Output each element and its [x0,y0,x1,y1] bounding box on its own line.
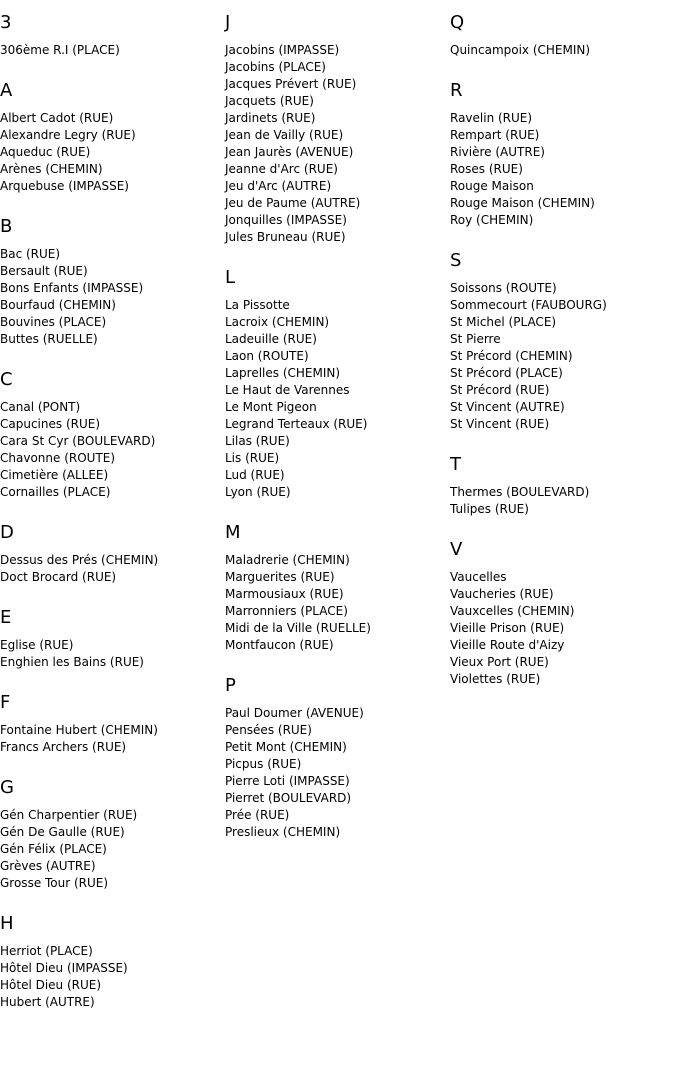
street-name: Vieux Port (RUE) [450,655,549,669]
street-name: Buttes (RUELLE) [0,332,98,346]
street-name: St Précord (PLACE) [450,366,563,380]
street-name: Francs Archers (RUE) [0,740,127,754]
street-list [450,484,670,518]
street-name: Marronniers (PLACE) [225,604,348,618]
street-list [0,722,220,756]
street-name: Gén Charpentier (RUE) [0,808,138,822]
street-name: Gén Félix (PLACE) [0,842,107,856]
street-name: Laon (ROUTE) [225,349,309,363]
street-name: Paul Doumer (AVENUE) [225,706,364,720]
street-name: Dessus des Prés (CHEMIN) [0,553,159,567]
street-name: Lud (RUE) [225,468,285,482]
letter-section [0,777,220,892]
street-list [225,552,445,654]
street-list [225,297,445,501]
letter-section [0,80,220,195]
street-name: Jeanne d'Arc (RUE) [225,162,338,176]
street-name: Lyon (RUE) [225,485,291,499]
street-name: Violettes (RUE) [450,672,541,686]
street-name: Bersault (RUE) [0,264,88,278]
street-name: Jacobins (IMPASSE) [225,43,340,57]
street-name: Rempart (RUE) [450,128,540,142]
street-name: Le Mont Pigeon [225,400,317,414]
street-name: La Pissotte [225,298,290,312]
street-list [0,943,220,1011]
street-name: Tulipes (RUE) [450,502,529,516]
street-name: St Précord (CHEMIN) [450,349,573,363]
section-letter-heading: M [225,522,241,543]
street-name: Jeu d'Arc (AUTRE) [225,179,332,193]
street-name: Maladrerie (CHEMIN) [225,553,350,567]
street-name: Arènes (CHEMIN) [0,162,103,176]
section-letter-heading: V [450,539,463,560]
letter-section [225,522,445,654]
street-name: Cara St Cyr (BOULEVARD) [0,434,156,448]
street-name: St Michel (PLACE) [450,315,557,329]
street-name: Preslieux (CHEMIN) [225,825,341,839]
letter-section [450,539,670,688]
street-index-column-1 [0,12,220,1032]
street-name: Jean Jaurès (AVENUE) [225,145,354,159]
street-list [450,280,670,433]
section-letter-heading: T [450,454,461,475]
street-name: Vaucheries (RUE) [450,587,554,601]
section-letter-heading: H [0,913,14,934]
street-name: Fontaine Hubert (CHEMIN) [0,723,158,737]
letter-section [0,369,220,501]
letter-section [0,692,220,756]
section-letter-heading: D [0,522,14,543]
street-name: Roses (RUE) [450,162,523,176]
letter-section [0,913,220,1011]
letter-section [0,12,220,59]
street-name: Alexandre Legry (RUE) [0,128,136,142]
street-list [0,637,220,671]
section-letter-heading: B [0,216,13,237]
street-list [0,552,220,586]
street-name: Canal (PONT) [0,400,81,414]
street-name: Vieille Prison (RUE) [450,621,565,635]
section-letter-heading: F [0,692,11,713]
street-name: Marguerites (RUE) [225,570,335,584]
street-name: Prée (RUE) [225,808,290,822]
letter-section [0,216,220,348]
street-name: Jeu de Paume (AUTRE) [225,196,361,210]
street-name: Vieille Route d'Aizy [450,638,565,652]
street-name: Sommecourt (FAUBOURG) [450,298,607,312]
letter-section [450,80,670,229]
street-name: Thermes (BOULEVARD) [450,485,590,499]
street-name: Doct Brocard (RUE) [0,570,117,584]
street-name: Rouge Maison (CHEMIN) [450,196,595,210]
street-name: Gén De Gaulle (RUE) [0,825,125,839]
street-list [0,807,220,892]
street-name: Bac (RUE) [0,247,61,261]
street-list [450,569,670,688]
street-name: Ladeuille (RUE) [225,332,317,346]
street-name: St Pierre [450,332,501,346]
letter-section [0,522,220,586]
letter-section [225,12,445,246]
street-name: Enghien les Bains (RUE) [0,655,144,669]
street-name: Legrand Terteaux (RUE) [225,417,368,431]
street-list [0,110,220,195]
street-name: Jacquets (RUE) [225,94,314,108]
street-name: Marmousiaux (RUE) [225,587,344,601]
section-letter-heading: Q [450,12,465,33]
street-name: Pensées (RUE) [225,723,312,737]
street-name: Jules Bruneau (RUE) [225,230,346,244]
street-name: Bouvines (PLACE) [0,315,107,329]
street-list [0,42,220,59]
street-name: Capucines (RUE) [0,417,101,431]
street-name: Hôtel Dieu (RUE) [0,978,102,992]
street-name: Bourfaud (CHEMIN) [0,298,116,312]
section-letter-heading: J [225,12,231,33]
letter-section [450,250,670,433]
street-name: Herriot (PLACE) [0,944,93,958]
street-name: Jacobins (PLACE) [225,60,326,74]
street-name: Petit Mont (CHEMIN) [225,740,347,754]
street-name: Albert Cadot (RUE) [0,111,114,125]
street-name: Lilas (RUE) [225,434,290,448]
section-letter-heading: L [225,267,236,288]
section-letter-heading: G [0,777,14,798]
letter-section [450,454,670,518]
street-name: Quincampoix (CHEMIN) [450,43,591,57]
street-name: Hôtel Dieu (IMPASSE) [0,961,128,975]
street-name: Grèves (AUTRE) [0,859,96,873]
street-name: Pierret (BOULEVARD) [225,791,352,805]
street-name: Bons Enfants (IMPASSE) [0,281,144,295]
street-name: Soissons (ROUTE) [450,281,557,295]
section-letter-heading: P [225,675,236,696]
street-list [450,110,670,229]
street-name: Grosse Tour (RUE) [0,876,109,890]
street-name: Montfaucon (RUE) [225,638,334,652]
section-letter-heading: A [0,80,13,101]
street-name: Rivière (AUTRE) [450,145,545,159]
street-name: Rouge Maison [450,179,534,193]
street-name: Laprelles (CHEMIN) [225,366,341,380]
street-index-column-3 [450,12,670,709]
street-list [450,42,670,59]
street-name: Arquebuse (IMPASSE) [0,179,129,193]
street-name: St Précord (RUE) [450,383,550,397]
street-name: Vaucelles [450,570,507,584]
street-name: Jardinets (RUE) [225,111,316,125]
street-name: Cornailles (PLACE) [0,485,111,499]
street-name: Cimetière (ALLEE) [0,468,109,482]
street-name: Midi de la Ville (RUELLE) [225,621,371,635]
street-name: Pierre Loti (IMPASSE) [225,774,350,788]
section-letter-heading: S [450,250,462,271]
street-name: St Vincent (AUTRE) [450,400,565,414]
letter-section [450,12,670,59]
street-name: Chavonne (ROUTE) [0,451,116,465]
street-name: Jean de Vailly (RUE) [225,128,344,142]
street-name: Roy (CHEMIN) [450,213,534,227]
street-name: Hubert (AUTRE) [0,995,95,1009]
street-name: Jonquilles (IMPASSE) [225,213,347,227]
street-name: Eglise (RUE) [0,638,74,652]
section-letter-heading: 3 [0,12,12,33]
street-name: 306ème R.I (PLACE) [0,43,120,57]
section-letter-heading: C [0,369,13,390]
street-list [225,705,445,841]
street-list [225,42,445,246]
section-letter-heading: R [450,80,463,101]
street-name: Le Haut de Varennes [225,383,350,397]
street-name: Lis (RUE) [225,451,280,465]
street-name: Lacroix (CHEMIN) [225,315,330,329]
street-name: St Vincent (RUE) [450,417,550,431]
street-list [0,399,220,501]
street-index-column-2 [225,12,445,862]
street-list [0,246,220,348]
letter-section [0,607,220,671]
street-name: Picpus (RUE) [225,757,302,771]
street-name: Vauxcelles (CHEMIN) [450,604,575,618]
section-letter-heading: E [0,607,12,628]
letter-section [225,675,445,841]
street-name: Ravelin (RUE) [450,111,533,125]
street-name: Jacques Prévert (RUE) [225,77,357,91]
letter-section [225,267,445,501]
street-name: Aqueduc (RUE) [0,145,91,159]
